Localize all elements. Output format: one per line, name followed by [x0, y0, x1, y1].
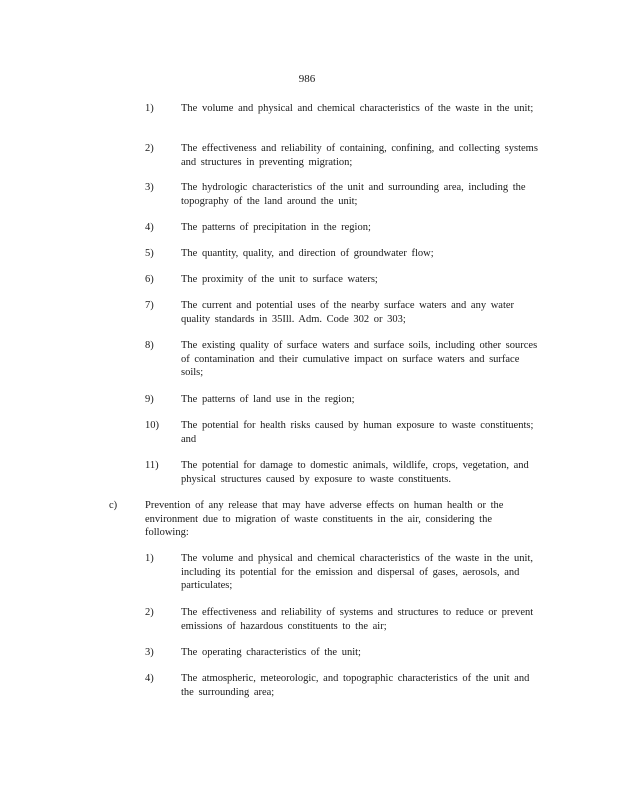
- list-item-text: The patterns of land use in the region;: [181, 394, 355, 405]
- page-number: 986: [298, 73, 316, 85]
- list-item-number: 4): [145, 673, 154, 684]
- list-item-text: The existing quality of surface waters and surface soils, including other sources of contamination and their cumulative impact on surface waters and surface soils;: [181, 340, 538, 378]
- list-item-text: The current and potential uses of the nearby surface waters and any water quality standards in 35Ill. Adm. Code 302 or 303;: [181, 300, 515, 325]
- section-label: c): [109, 500, 118, 511]
- list-item-number: 4): [145, 222, 154, 233]
- list-item-number: 6): [145, 274, 154, 285]
- list-item-number: 10): [145, 420, 159, 431]
- list-item-number: 8): [145, 340, 154, 351]
- list-item-number: 2): [145, 143, 154, 154]
- list-item-text: The effectiveness and reliability of containing, confining, and collecting systems and structures in preventing migration;: [181, 143, 538, 168]
- list-item-text: The potential for health risks caused by human exposure to waste constituents; and: [181, 420, 534, 445]
- list-item-text: The potential for damage to domestic animals, wildlife, crops, vegetation, and physical structures caused by exposure to waste constituents.: [181, 460, 529, 485]
- list-item-text: The patterns of precipitation in the region;: [181, 222, 371, 233]
- list-item-text: The volume and physical and chemical characteristics of the waste in the unit;: [181, 103, 534, 114]
- list-item-number: 5): [145, 248, 154, 259]
- list-item-number: 9): [145, 394, 154, 405]
- list-item-text: The effectiveness and reliability of systems and structures to reduce or prevent emissions of hazardous constituents to the air;: [181, 607, 534, 632]
- list-item-text: The proximity of the unit to surface waters;: [181, 274, 378, 285]
- list-item-number: 2): [145, 607, 154, 618]
- list-item-text: The hydrologic characteristics of the unit and surrounding area, including the topography of the land around the unit;: [181, 182, 526, 207]
- list-item-number: 3): [145, 647, 154, 658]
- list-item-text: The operating characteristics of the unit;: [181, 647, 361, 658]
- list-item-text: The quantity, quality, and direction of groundwater flow;: [181, 248, 434, 259]
- list-item-number: 1): [145, 103, 154, 114]
- list-item-text: The volume and physical and chemical characteristics of the waste in the unit, including its potential for the emission and dispersal of gases, aerosols, and particulates;: [181, 553, 534, 591]
- list-item-number: 1): [145, 553, 154, 564]
- list-item-number: 7): [145, 300, 154, 311]
- list-item-number: 11): [145, 460, 159, 471]
- section-text: Prevention of any release that may have adverse effects on human health or the environment due to migration of waste constituents in the air, considering the following:: [145, 500, 504, 538]
- list-item-number: 3): [145, 182, 154, 193]
- list-item-text: The atmospheric, meteorologic, and topographic characteristics of the unit and the surrounding area;: [181, 673, 530, 698]
